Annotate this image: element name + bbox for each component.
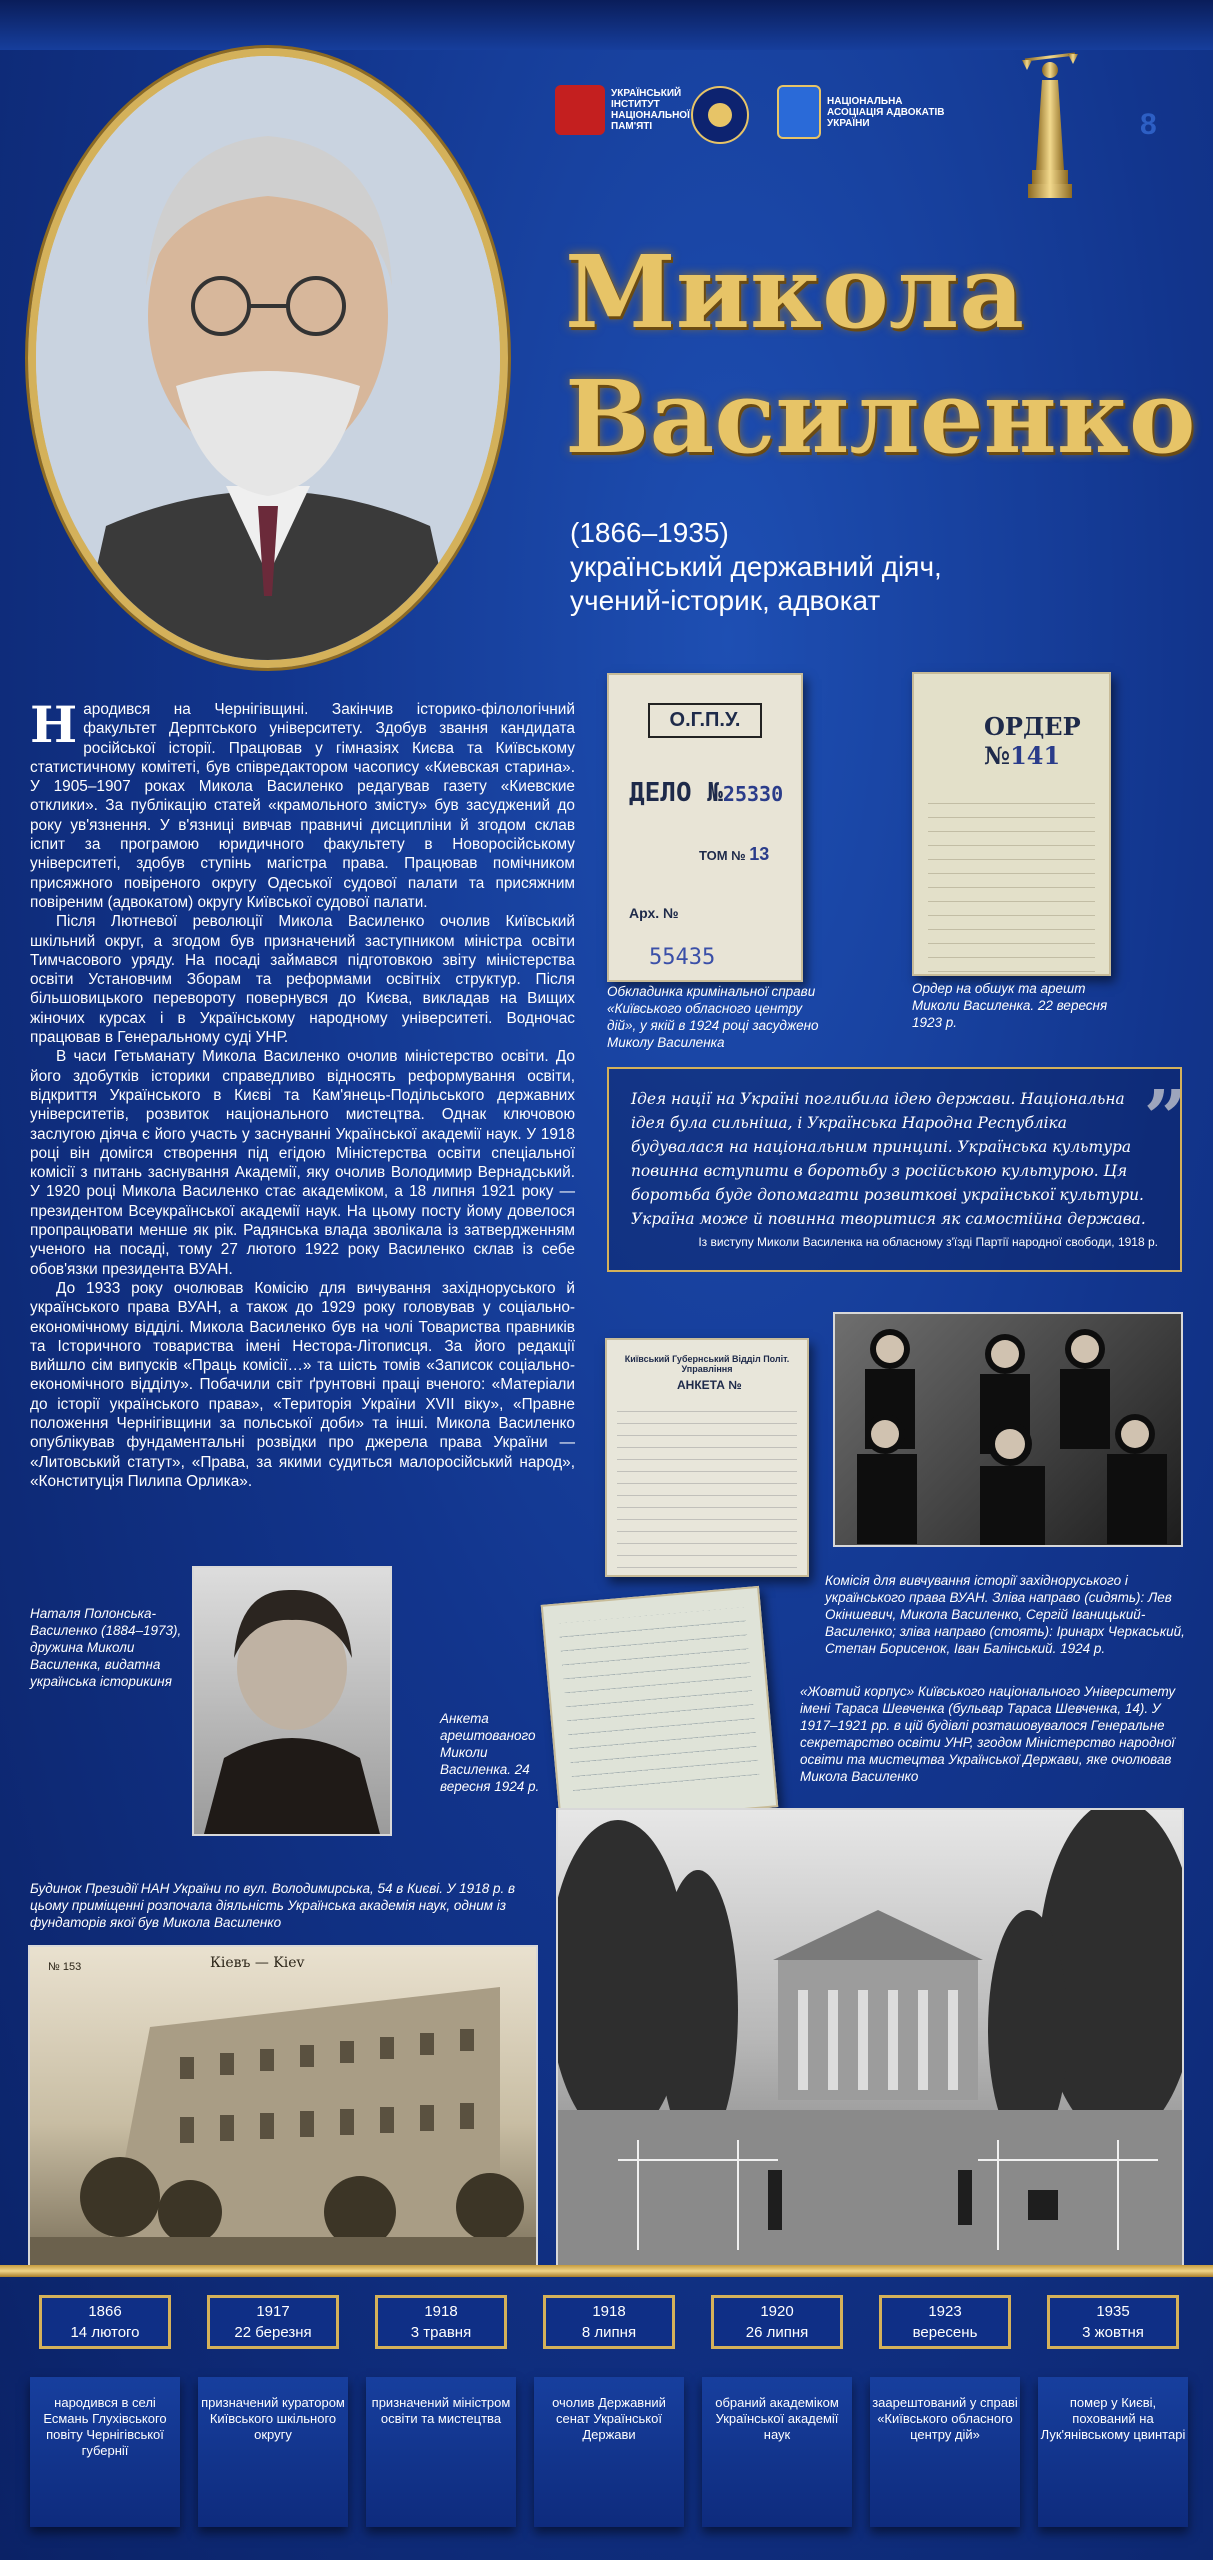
order-number: 141	[1010, 741, 1061, 770]
order-document	[912, 672, 1111, 976]
page-title	[565, 230, 1205, 480]
article-paragraph-4: До 1933 року очолював Комісію для вичування західноруського й українського права ВУАН, а також до 1929 року головував у соціально-економічному відділі. Микола Василенко був на чолі Товариства правників та Історичного товариства імені Нестора-Літописця. За його редакції вийшло сім випусків «Праць комісії…» та шість томів «Записок соціально-економічного відділу». Побачили світ ґрунтовні праці вченого: «Матеріали до історії українського права», «Територія України XVII віку», «Правне положення Чернігівщини за польської доби» та інші. Микола Василенко опублікував фундаментальні розвідки про джерела права України — «Литовський статут», «Права, за якими судиться малоросійський народ», «Конституція Пилипа Орлика».	[30, 1279, 575, 1490]
questionnaire-title: АНКЕТА №	[677, 1378, 742, 1392]
timeline-divider	[0, 2265, 1213, 2277]
institute-logo-icon	[555, 85, 605, 135]
timeline-year: 1920	[760, 2303, 794, 2320]
order-lines	[928, 790, 1095, 976]
timeline-item	[1038, 2295, 1188, 2527]
case-cover-number: 25330	[722, 782, 784, 806]
order-title-label: ОРДЕР №	[984, 712, 1081, 770]
timeline-year: 1923	[928, 2303, 962, 2320]
questionnaire-header: Київський Губернський Відділ Політ. Управління	[624, 1354, 790, 1374]
timeline-date	[1047, 2295, 1179, 2349]
wife-photo-image	[194, 1568, 390, 1834]
timeline-date	[39, 2295, 171, 2349]
timeline-item	[366, 2295, 516, 2527]
institute-logo-text: УКРАЇНСЬКИЙ ІНСТИТУТ НАЦІОНАЛЬНОЇ ПАМ'ЯТІ	[611, 88, 690, 132]
institute-logo	[555, 85, 690, 135]
subtitle	[570, 516, 1130, 618]
timeline-year: 1917	[256, 2303, 290, 2320]
themis-statue-icon	[1020, 40, 1080, 205]
quote-source: Із виступу Миколи Василенка на обласному з'їзді Партії народної свободи, 1918 р.	[698, 1235, 1158, 1249]
article-paragraph-1-text: ародився на Чернігівщині. Закінчив історико-філологічний факультет Дерптського університету. Здобув звання кандидата російської історії. Працював у гімназіях Києва та Київському статистичному комітеті, був співредактором часопису «Киевская старина». У 1905–1907 роках Микола Василенко редагував газету «Киевские отклики». За публікацію статей «крамольного змісту» був засуджений до року ув'язнення. У в'язниці вивчав правничі дисципліни й згодом склав іспит за програмою юридичного факультету в Новоросійському університеті, здобув ступінь магістра права. Працював помічником присяжного повіреного округу Одеської судової палати та присяжним повіреним (адвокатом) округу Київської судової палати.	[30, 701, 575, 911]
timeline-year: 1918	[424, 2303, 458, 2320]
timeline-item	[534, 2295, 684, 2527]
questionnaire-page-2	[541, 1586, 779, 1826]
order-caption: Ордер на обшук та арешт Миколи Василенка. 22 вересня 1923 р.	[912, 981, 1108, 1030]
case-cover-document	[607, 673, 803, 982]
case-cover-tom-label: ТОМ №	[699, 848, 746, 863]
article-paragraph-2: Після Лютневої революції Микола Василенко очолив Київський шкільний округ, а згодом був призначений заступником міністра освіти Тимчасового уряду. На посаді займався підготовкою звіту міністерства освіти Установчим Зборам та реформами освітніх структур. Після більшовицького перевороту повернувся до Києва, викладав на Вищих жіночих курсах і в Українському народному університеті. Водночас працював в Генеральному суді УНР.	[30, 913, 575, 1047]
timeline-day: 22 березня	[234, 2324, 312, 2341]
academy-building-image	[30, 1947, 536, 2268]
timeline-date	[879, 2295, 1011, 2349]
timeline-event: помер у Києві, похований на Лук'янівському цвинтарі	[1038, 2377, 1188, 2527]
case-cover-header: О.Г.П.У.	[648, 703, 762, 738]
case-cover-stamp: 55435	[649, 945, 716, 970]
yellow-building-caption: «Жовтий корпус» Київського національного Університету імені Тараса Шевченка (бульвар Тараса Шевченка, 14). У 1917–1921 рр. в цій будівлі розташовувалося Генеральне секретарство освіти УНР, згодом Міністерство народної освіти та мистецтва Української Держави, яке очолював Микола Василенко	[800, 1684, 1176, 1784]
timeline-year: 1935	[1096, 2303, 1130, 2320]
subtitle-role-2: учений-історик, адвокат	[570, 585, 881, 616]
questionnaire-document	[605, 1338, 809, 1577]
wife-caption: Наталя Полонська-Василенко (1884–1973), дружина Миколи Василенка, видатна українська історикиня	[30, 1606, 182, 1689]
timeline-date	[375, 2295, 507, 2349]
timeline-date	[543, 2295, 675, 2349]
questionnaire-caption: Анкета арештованого Миколи Василенка. 24 вересня 1924 р.	[440, 1711, 540, 1794]
timeline-item	[870, 2295, 1020, 2527]
case-cover-title-label: ДЕЛО №	[629, 778, 723, 808]
timeline-date	[711, 2295, 843, 2349]
yellow-building-image	[558, 1810, 1182, 2268]
portrait-frame	[28, 48, 508, 668]
timeline-event: заарештований у справі «Київського обласного центру дій»	[870, 2377, 1020, 2527]
timeline-day: 26 липня	[745, 2324, 809, 2341]
commission-photo-image	[835, 1314, 1181, 1545]
bar-association-logo-icon	[777, 85, 821, 139]
title-line-first-name: Микола	[565, 233, 1025, 351]
quote-box	[607, 1067, 1182, 1272]
case-cover-arch: Арх. №	[629, 905, 679, 921]
dropcap: Н	[30, 695, 78, 754]
commission-caption: Комісія для вивчування історії західноруського і українського права ВУАН. Зліва направо (сидять): Лев Окіншевич, Микола Василенко, Сергій Іваницький-Василенко; зліва направо (стоять): Іринарх Черкаський, Степан Борисенок, Іван Балінський. 1924 р.	[825, 1573, 1185, 1656]
article-paragraph-1	[30, 695, 575, 912]
timeline-day: 3 травня	[410, 2324, 472, 2341]
academy-building-caption: Будинок Президії НАН України по вул. Володимирська, 54 в Києві. У 1918 р. в цьому приміщенні розпочала діяльність Українська академія наук, одним із фундаторів якої був Микола Василенко	[30, 1881, 516, 1930]
portrait-image	[36, 56, 500, 660]
timeline-event: обраний академіком Української академії наук	[702, 2377, 852, 2527]
biography-article	[30, 695, 575, 1491]
timeline-item	[198, 2295, 348, 2527]
order-title	[984, 712, 1109, 770]
timeline-day: 8 липня	[581, 2324, 637, 2341]
yellow-building-photo	[556, 1808, 1184, 2270]
timeline-item	[30, 2295, 180, 2527]
timeline-year: 1918	[592, 2303, 626, 2320]
questionnaire-page-2-lines	[558, 1607, 760, 1803]
timeline	[0, 2295, 1213, 2560]
case-cover-caption: Обкладинка кримінальної справи «Київського обласного центру дій», у якій в 1924 році засуджено Миколу Василенка	[607, 984, 819, 1050]
timeline-event: призначений куратором Київського шкільного округу	[198, 2377, 348, 2527]
timeline-event: очолив Державний сенат Української Держави	[534, 2377, 684, 2527]
bar-association-logo	[777, 85, 957, 139]
postcard-number: № 153	[48, 1961, 82, 1973]
page-number: 8	[1140, 108, 1157, 141]
questionnaire-lines	[617, 1400, 797, 1575]
title-line-last-name: Василенко	[565, 358, 1196, 476]
timeline-event: призначений міністром освіти та мистецтва	[366, 2377, 516, 2527]
subtitle-years: (1866–1935)	[570, 517, 729, 548]
article-paragraph-3: В часи Гетьманату Микола Василенко очолив міністерство освіти. До його здобутків історики справедливо відносять реформування освіти, відкриття Українського в Києві та Кам'янець-Подільського державних університетів, розвиток національного мистецтва. Однак ключовою заслугою діяча є його участь у заснуванні Української академії наук. У 1918 році він домігся створення під егідою Міністерства освіти спеціальної комісії з питань заснування Академії, яку очолив Володимир Вернадський. У 1920 році Микола Василенко стає академіком, а 18 липня 1921 року — президентом Всеукраїнської академії наук. На цьому посту йому довелося пропрацювати менше як рік. Радянська влада зволікала із затвердженням ученого на посаді, тому 27 лютого 1922 року Василенко склав із себе обов'язки президента ВУАН.	[30, 1048, 575, 1278]
case-cover-tom	[699, 844, 801, 865]
wife-photo	[192, 1566, 392, 1836]
logos	[555, 85, 975, 165]
commission-photo	[833, 1312, 1183, 1547]
subtitle-role-1: український державний діяч,	[570, 551, 942, 582]
timeline-year: 1866	[88, 2303, 122, 2320]
academy-building-photo	[28, 1945, 538, 2270]
timeline-day: 3 жовтня	[1082, 2324, 1144, 2341]
case-cover-title	[629, 778, 801, 808]
timeline-event: народився в селі Есмань Глухівського повіту Чернігівської губернії	[30, 2377, 180, 2527]
timeline-day: 14 лютого	[70, 2324, 140, 2341]
postcard-caption: Кіевъ — Kiev	[210, 1955, 305, 1971]
quote-text: Ідея нації на Україні поглибила ідею держави. Національна ідея була сильніша, і Українська Народна Республіка будувалася на національним принципі. Українська культура повинна вступити в боротьбу з російською культурою. Ця боротьба буде допомагати розвиткові української культури. Україна може й повинна творитися як самостійна держава.	[631, 1090, 1146, 1228]
timeline-item	[702, 2295, 852, 2527]
case-cover-tom-value: 13	[749, 844, 770, 864]
emblem-logo	[690, 85, 750, 145]
timeline-date	[207, 2295, 339, 2349]
quote-mark: „	[1145, 1030, 1189, 1119]
timeline-day: вересень	[912, 2324, 978, 2341]
bar-association-logo-text: НАЦІОНАЛЬНА АСОЦІАЦІЯ АДВОКАТІВ УКРАЇНИ	[827, 95, 945, 129]
emblem-logo-icon	[690, 85, 750, 145]
